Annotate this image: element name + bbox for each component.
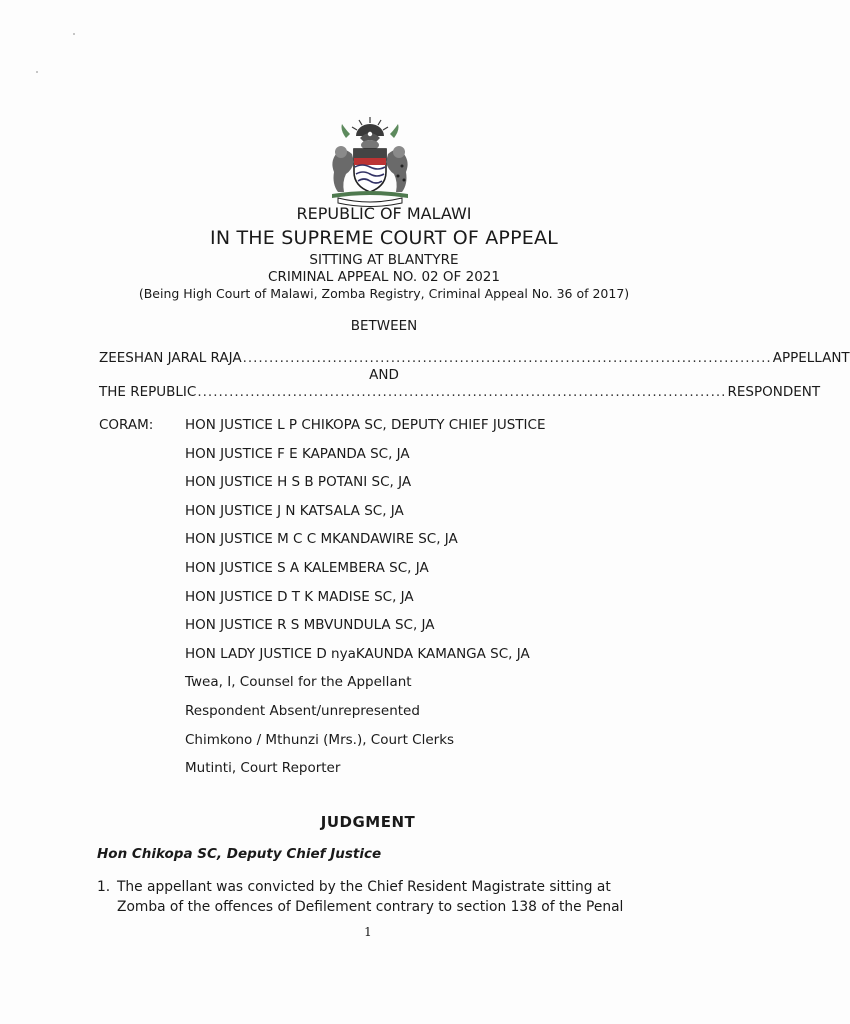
coram-entry: HON JUSTICE M C C MKANDAWIRE SC, JA [185,531,458,548]
coram-entry: Twea, I, Counsel for the Appellant [185,674,412,691]
leader-dots: .................................................................................................... [242,350,772,366]
coram-entry: Mutinti, Court Reporter [185,760,341,777]
appellant-line [99,350,850,366]
coram-entry: HON JUSTICE L P CHIKOPA SC, DEPUTY CHIEF JUSTICE [185,417,546,433]
respondent-role: RESPONDENT [727,384,821,400]
country-title: REPUBLIC OF MALAWI [296,204,472,223]
coram-entry: HON JUSTICE J N KATSALA SC, JA [185,502,404,519]
coram-entry: HON LADY JUSTICE D nyaKAUNDA KAMANGA SC, JA [185,645,530,662]
respondent-line [99,384,821,400]
origin-note: (Being High Court of Malawi, Zomba Registry, Criminal Appeal No. 36 of 2017) [138,286,630,301]
judgment-heading: JUDGMENT [320,813,416,831]
between-label: BETWEEN [350,318,418,334]
coram-entry: HON JUSTICE R S MBVUNDULA SC, JA [185,617,435,634]
coram-entry: HON JUSTICE D T K MADISE SC, JA [185,588,414,605]
coram-entry: HON JUSTICE S A KALEMBERA SC, JA [185,559,429,576]
malawi-coat-of-arms-emblem [316,114,424,206]
and-label: AND [369,367,399,383]
coram-entry: Respondent Absent/unrepresented [185,702,420,719]
respondent-name: THE REPUBLIC [99,384,197,400]
coram-list [185,417,546,789]
scan-speck [73,33,75,35]
judgment-paragraph [97,877,642,917]
court-title: IN THE SUPREME COURT OF APPEAL [210,227,558,249]
scan-speck [36,71,38,73]
judgment-author: Hon Chikopa SC, Deputy Chief Justice [97,846,382,862]
sitting-location: SITTING AT BLANTYRE [309,252,459,268]
paragraph-number: 1. [97,879,111,895]
appellant-name: ZEESHAN JARAL RAJA [99,350,242,366]
page-number: 1 [364,925,372,939]
coram-entry: HON JUSTICE F E KAPANDA SC, JA [185,445,410,462]
leader-dots: .................................................................................................... [197,384,727,400]
case-number: CRIMINAL APPEAL NO. 02 OF 2021 [268,269,500,285]
coram-label: CORAM: [99,417,154,433]
coram-entry: Chimkono / Mthunzi (Mrs.), Court Clerks [185,731,455,748]
appellant-role: APPELLANT [772,350,850,366]
paragraph-text: The appellant was convicted by the Chief Resident Magistrate sitting at Zomba of the offences of Defilement contrary to section 138 of the Penal [117,879,624,915]
coram-entry: HON JUSTICE H S B POTANI SC, JA [185,474,412,491]
